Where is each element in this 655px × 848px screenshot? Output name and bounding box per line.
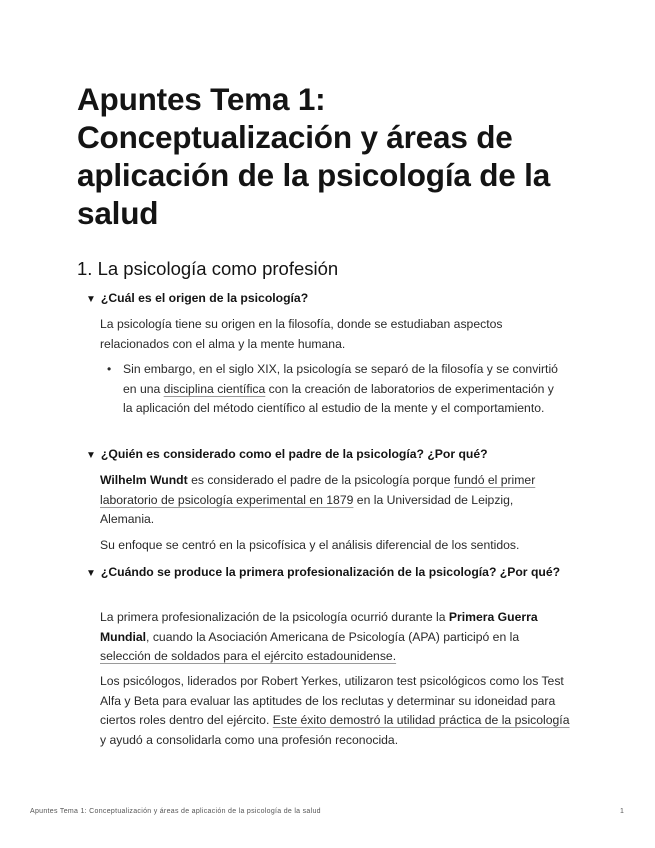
toggle-label: ¿Cuándo se produce la primera profesionalización de la psicología? ¿Por qué? [100,565,561,579]
triangle-down-icon[interactable]: ▼ [86,294,96,305]
bullet-dot: • [107,362,112,376]
triangle-down-icon[interactable]: ▼ [86,568,96,579]
toggle-question-father[interactable] [86,445,566,465]
paragraph: La psicología tiene su origen en la filosofía, donde se estudiaban aspectos relacionados con el alma y la mente humana. [100,317,503,351]
footer-title: Apuntes Tema 1: Conceptualización y áreas de aplicación de la psicología de la salud [30,808,321,815]
link-primer-laboratorio[interactable]: fundó el primer laboratorio de psicología experimental en 1879 [100,473,536,507]
triangle-down-icon[interactable]: ▼ [86,450,96,461]
link-disciplina-cientifica[interactable]: disciplina científica [163,381,266,396]
paragraph: Wilhelm Wundt es considerado el padre de la psicología porque fundó el primer laboratorio de psicología experimental en 1879 en la Universidad de Leipzig, Alemania. [100,473,536,526]
toggle-question-professionalization[interactable] [86,563,566,583]
toggle-label: ¿Cuál es el origen de la psicología? [100,291,309,305]
section-heading: 1. La psicología como profesión [77,258,339,279]
paragraph: La primera profesionalización de la psicología ocurrió durante la Primera Guerra Mundial, cuando la Asociación Americana de Psicología (APA) participó en la selección de soldados para el ejército estadounidense. [100,610,538,663]
page-title: Apuntes Tema 1: Conceptualización y áreas de aplicación de la psicología de la salud [77,81,551,231]
toggle-label: ¿Quién es considerado como el padre de la psicología? ¿Por qué? [100,447,488,461]
page-number: 1 [620,808,624,815]
link-seleccion-soldados[interactable]: selección de soldados para el ejército estadounidense. [100,649,397,663]
paragraph: Su enfoque se centró en la psicofísica y el análisis diferencial de los sentidos. [100,538,520,552]
paragraph: Los psicólogos, liderados por Robert Yerkes, utilizaron test psicológicos como los Test Alfa y Beta para evaluar las aptitudes de los reclutas y determinar su idoneidad para ciertos roles dentro del ejército. Este éxito demostró la utilidad práctica de la psicología y ayudó a consolidarla como una profesión reconocida. [100,674,570,747]
bullet-item: Sin embargo, en el siglo XIX, la psicología se separó de la filosofía y se convirtió en una disciplina científica con la creación de laboratorios de experimentación y la aplicación del método científico al estudio de la mente y el comportamiento. [123,362,558,415]
link-exito-utilidad[interactable]: Este éxito demostró la utilidad práctica de la psicología [272,713,570,727]
toggle-question-origin[interactable] [86,289,566,309]
